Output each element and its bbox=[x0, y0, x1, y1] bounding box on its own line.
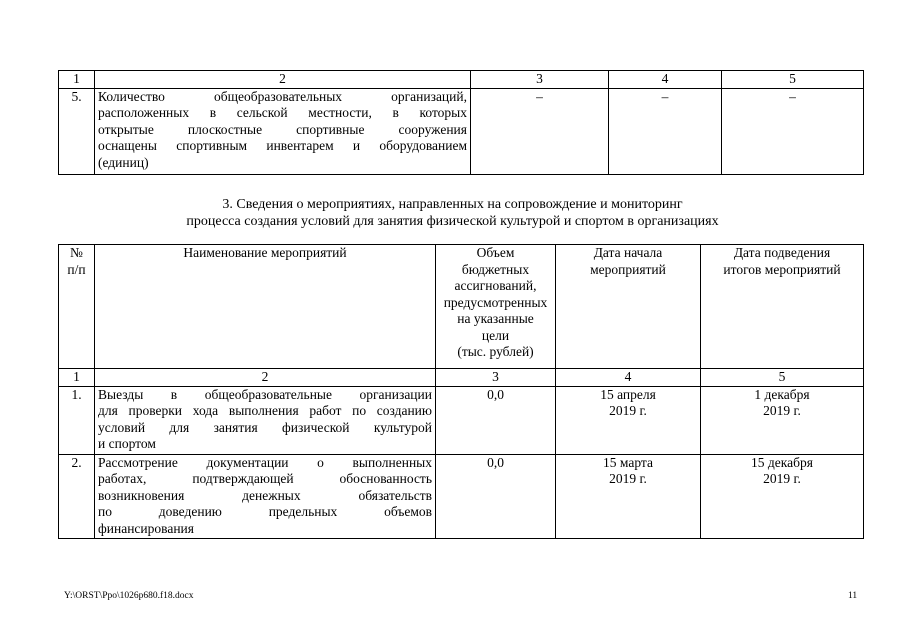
col-number: 1 bbox=[59, 369, 95, 387]
value-cell: – bbox=[471, 88, 609, 174]
description-line: по доведению предельных объемов bbox=[98, 504, 432, 519]
description-line: оснащены спортивным инвентарем и оборудованием bbox=[98, 138, 467, 153]
col-number: 4 bbox=[609, 71, 722, 89]
start-date-line: 15 марта bbox=[603, 454, 653, 470]
col-number: 3 bbox=[471, 71, 609, 89]
row-description bbox=[95, 386, 436, 454]
footer-file-path: Y:\ORST\Ppo\1026p680.f18.docx bbox=[64, 591, 194, 601]
value-cell: – bbox=[609, 88, 722, 174]
end-date-line: 2019 г. bbox=[763, 471, 801, 486]
table-row bbox=[59, 88, 864, 174]
col-number: 2 bbox=[95, 71, 471, 89]
header-number-line: п/п bbox=[67, 261, 86, 277]
header-budget-line: предусмотренных bbox=[443, 294, 548, 310]
description-line: расположенных в сельской местности, в которых bbox=[98, 105, 467, 120]
header-budget-line: цели bbox=[481, 327, 510, 343]
description-line: Выезды в общеобразовательные организации bbox=[98, 386, 432, 402]
col-number: 5 bbox=[701, 369, 864, 387]
header-end-line: итогов мероприятий bbox=[723, 261, 841, 277]
table-2-header-row bbox=[59, 245, 864, 369]
description-line: Количество общеобразовательных организаций, bbox=[98, 88, 467, 104]
table-row bbox=[59, 454, 864, 538]
header-budget-line: ассигнований, bbox=[454, 278, 537, 293]
row-number: 1. bbox=[59, 386, 95, 454]
col-number: 5 bbox=[722, 71, 864, 89]
end-date-line: 1 декабря bbox=[754, 386, 810, 402]
header-name: Наименование мероприятий bbox=[95, 245, 436, 369]
description-line: Рассмотрение документации о выполненных bbox=[98, 454, 432, 470]
header-start-line: Дата начала bbox=[593, 245, 663, 260]
end-date bbox=[701, 454, 864, 538]
start-date-line: 15 апреля bbox=[600, 386, 656, 402]
header-number-line: № bbox=[70, 245, 83, 260]
col-number: 4 bbox=[556, 369, 701, 387]
description-line: (единиц) bbox=[98, 154, 149, 170]
description-line: работах, подтверждающей обоснованность bbox=[98, 471, 432, 486]
description-line: открытые плоскостные спортивные сооружения bbox=[98, 121, 467, 137]
row-number: 2. bbox=[59, 454, 95, 538]
description-line: для проверки хода выполнения работ по созданию bbox=[98, 403, 432, 418]
end-date-line: 15 декабря bbox=[751, 454, 813, 470]
col-number: 3 bbox=[436, 369, 556, 387]
header-start-line: мероприятий bbox=[590, 261, 666, 277]
description-line: финансирования bbox=[98, 520, 194, 536]
header-start-date bbox=[556, 245, 701, 369]
section-title-line-2: процесса создания условий для занятия физической культурой и спортом в организациях bbox=[186, 214, 719, 229]
row-number: 5. bbox=[59, 88, 95, 174]
section-title-line-1: 3. Сведения о мероприятиях, направленных на сопровождение и мониторинг bbox=[222, 197, 683, 212]
header-budget-line: Объем bbox=[476, 245, 515, 260]
value-cell: – bbox=[722, 88, 864, 174]
end-date bbox=[701, 386, 864, 454]
start-date-line: 2019 г. bbox=[609, 471, 647, 486]
header-budget bbox=[436, 245, 556, 369]
description-line: условий для занятия физической культурой bbox=[98, 419, 432, 435]
start-date bbox=[556, 386, 701, 454]
header-budget-line: бюджетных bbox=[461, 261, 530, 277]
table-2-col-numbers-row bbox=[59, 369, 864, 387]
header-number bbox=[59, 245, 95, 369]
description-line: возникновения денежных обязательств bbox=[98, 487, 432, 503]
col-number: 2 bbox=[95, 369, 436, 387]
table-1-col-numbers-row bbox=[59, 71, 864, 89]
footer-page-number: 11 bbox=[848, 591, 858, 601]
table-row bbox=[59, 386, 864, 454]
table-2 bbox=[58, 244, 864, 539]
budget-value: 0,0 bbox=[436, 386, 556, 454]
header-end-date bbox=[701, 245, 864, 369]
header-end-line: Дата подведения bbox=[733, 245, 831, 260]
row-description bbox=[95, 88, 471, 174]
row-description bbox=[95, 454, 436, 538]
col-number: 1 bbox=[59, 71, 95, 89]
budget-value: 0,0 bbox=[436, 454, 556, 538]
start-date bbox=[556, 454, 701, 538]
description-line: и спортом bbox=[98, 436, 156, 451]
end-date-line: 2019 г. bbox=[763, 403, 801, 418]
header-budget-line: (тыс. рублей) bbox=[457, 344, 534, 359]
table-1 bbox=[58, 70, 864, 175]
header-budget-line: на указанные bbox=[457, 311, 534, 326]
start-date-line: 2019 г. bbox=[609, 403, 647, 418]
